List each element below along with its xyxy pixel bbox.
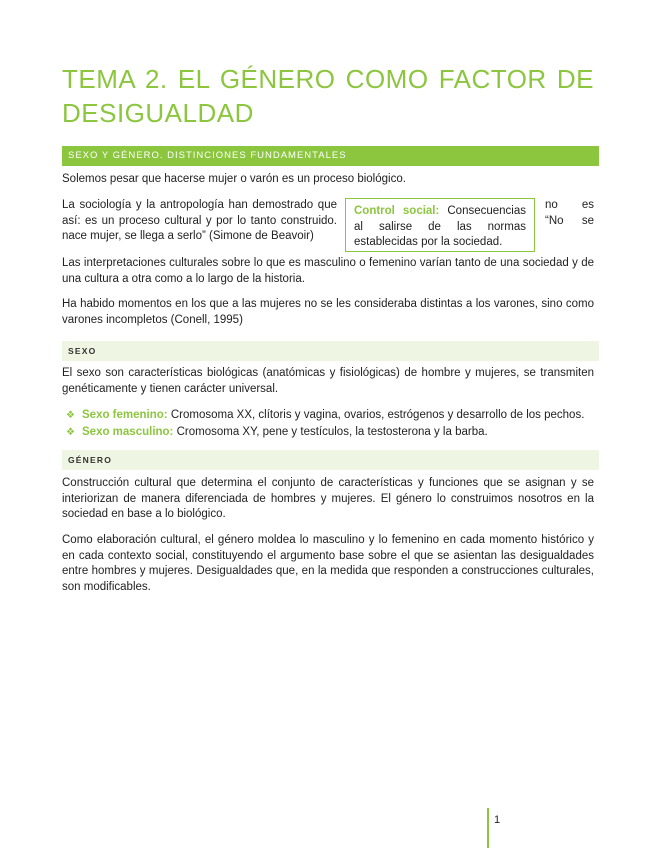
text-fragment: “No xyxy=(545,214,564,227)
text-fragment: es xyxy=(581,199,594,211)
page-number: 1 xyxy=(494,814,501,826)
callout-control-social xyxy=(345,198,535,252)
paragraph-sociology-right xyxy=(545,198,594,229)
paragraph-sociology: La sociología y la antropología han demostrado que así: es un proceso cultural y por lo tanto construido. nace mujer, se llega a serlo” (Simone de Beavoir) xyxy=(62,199,337,242)
diamond-bullet-icon: ❖ xyxy=(66,410,75,421)
text-fragment: no xyxy=(545,199,558,211)
bullet-label: Sexo femenino: xyxy=(82,409,168,421)
paragraph-sexo: El sexo son características biológicas (anatómicas y fisiológicas) de hombre y mujeres, se transmiten genéticamente y tienen carácter universal. xyxy=(62,367,594,395)
paragraph-genero-1: Construcción cultural que determina el conjunto de características y funciones que se asignan y se interiorizan de manera diferenciada de hombres y mujeres. El género lo construimos nosotros en la sociedad en base a lo biológico. xyxy=(62,477,594,520)
list-item xyxy=(66,408,584,424)
title-line-2: DESIGUALDAD xyxy=(62,98,254,128)
section-heading-genero: GÉNERO xyxy=(62,450,599,470)
paragraph-genero-2: Como elaboración cultural, el género moldea lo masculino y lo femenino en cada momento histórico y en cada contexto social, constituyendo el argumento base sobre el que se asientan las desigualdades entre hombres y mujeres. Desigualdades que, en la medida que responden a construcciones culturales, son modificables. xyxy=(62,534,594,593)
paragraph-history: Ha habido momentos en los que a las mujeres no se les consideraba distintas a los varones, sino como varones incompletos (Conell, 1995) xyxy=(62,298,594,326)
paragraph-intro: Solemos pesar que hacerse mujer o varón es un proceso biológico. xyxy=(62,173,406,185)
title-line-1: TEMA 2. EL GÉNERO COMO FACTOR DE xyxy=(62,64,594,94)
section-heading-main: SEXO Y GÉNERO. DISTINCIONES FUNDAMENTALES xyxy=(62,146,599,166)
footer-divider xyxy=(487,808,489,848)
section-heading-sexo: SEXO xyxy=(62,341,599,361)
bullet-label: Sexo masculino: xyxy=(82,426,174,438)
list-item xyxy=(66,425,488,441)
callout-text: Consecuencias al salirse de las normas establecidas por la sociedad. xyxy=(354,205,526,248)
paragraph-interpretations: Las interpretaciones culturales sobre lo que es masculino o femenino varían tanto de una sociedad y de una cultura a otra como a lo largo de la historia. xyxy=(62,257,594,285)
bullet-text: Cromosoma XX, clítoris y vagina, ovarios, estrógenos y desarrollo de los pechos. xyxy=(167,409,585,421)
page-title xyxy=(62,62,594,130)
bullet-text: Cromosoma XY, pene y testículos, la testosterona y la barba. xyxy=(173,426,488,438)
callout-label: Control social: xyxy=(354,205,440,217)
text-fragment: se xyxy=(581,214,594,227)
diamond-bullet-icon: ❖ xyxy=(66,427,75,438)
